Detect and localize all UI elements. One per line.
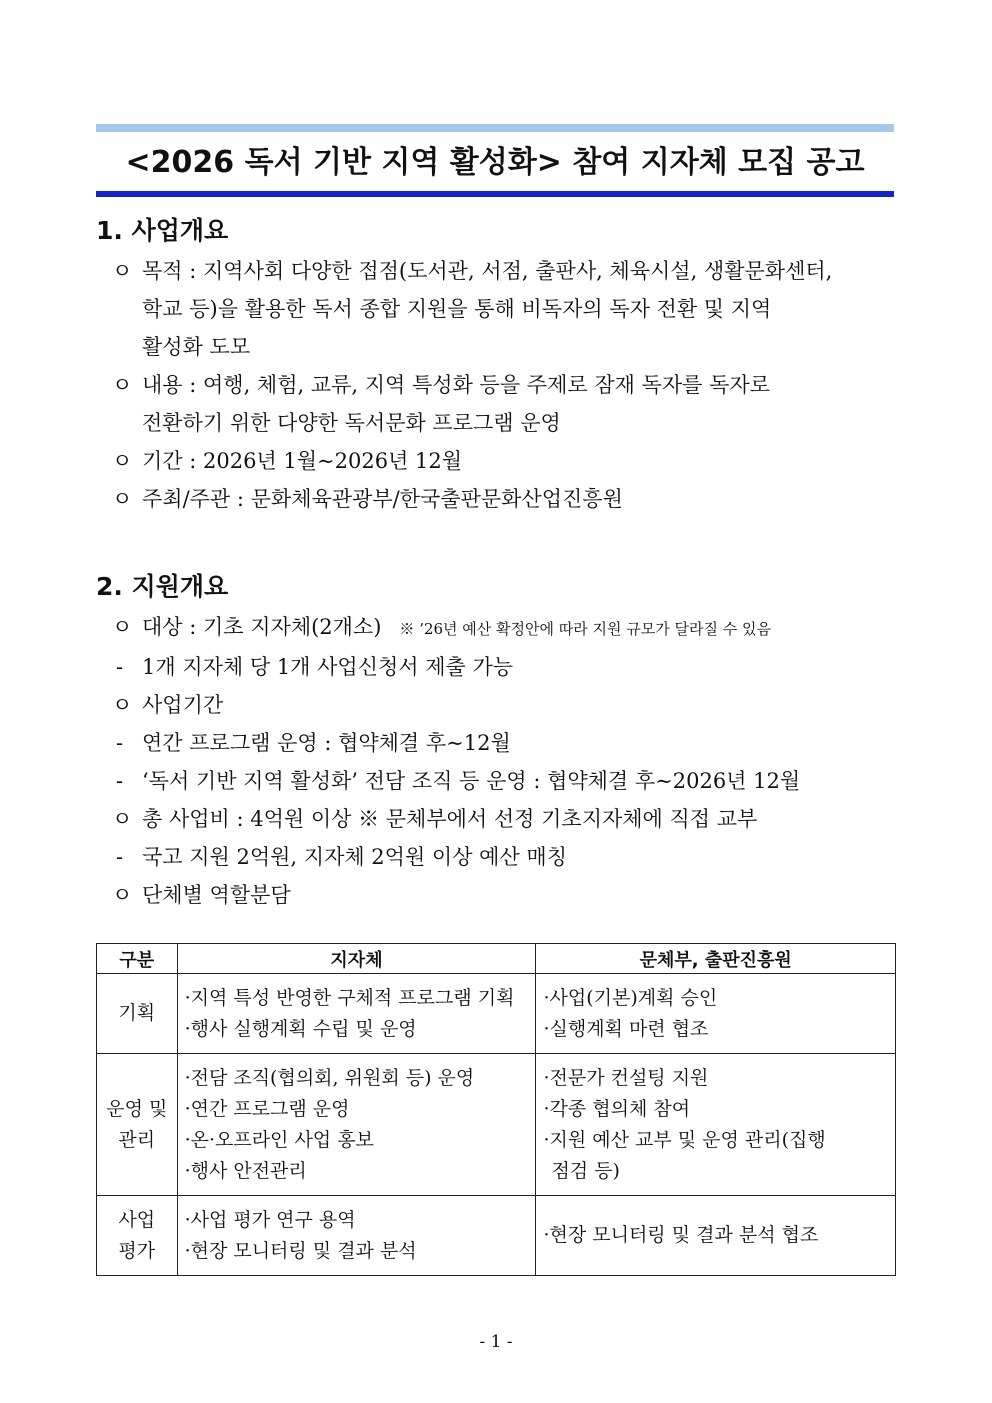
section-support [96,570,896,914]
cell-line: ·사업(기본)계획 승인 [543,986,718,1009]
cell-line: 점검 등) [551,1159,620,1182]
bullet: ㅇ [112,693,133,717]
dash: - [116,655,124,679]
cell-line: ·연간 프로그램 운영 [184,1097,350,1120]
sub-item-text: 연간 프로그램 운영 : 협약체결 후∼12월 [142,731,511,755]
cell-line: ·온·오프라인 사업 홍보 [184,1128,374,1151]
row-category [97,1054,178,1196]
title-top-bar [96,124,894,132]
sub-item [96,648,896,686]
local-gov-cell [177,1054,536,1196]
cell-line: ·전문가 컨설팅 지원 [543,1066,709,1089]
bullet: ㅇ [112,259,133,283]
item-line: 총 사업비 : 4억원 이상 ※ 문체부에서 선정 기초지자체에 직접 교부 [142,807,758,831]
list-item-period [96,442,896,480]
item-line: 학교 등)을 활용한 독서 종합 지원을 통해 비독자의 독자 전환 및 지역 [142,297,772,321]
sub-item [96,838,896,876]
row-category [97,974,178,1054]
dash: - [116,845,124,869]
bullet: ㅇ [112,807,133,831]
list-item-budget [96,800,896,838]
roles-table [96,943,896,1276]
ministry-cell [536,974,896,1054]
column-header: 구분 [97,944,178,974]
table-row [97,1054,896,1196]
cell-line: ·현장 모니터링 및 결과 분석 [184,1239,417,1262]
local-gov-cell [177,1196,536,1276]
bullet: ㅇ [112,615,133,639]
cell-line: ·각종 협의체 참여 [543,1097,691,1120]
row-category [97,1196,178,1276]
item-line: 사업기간 [142,693,224,717]
cell-line: ·행사 안전관리 [184,1159,307,1182]
table-row [97,1196,896,1276]
bullet: ㅇ [112,883,133,907]
category-line: 관리 [118,1128,156,1151]
section-overview [96,214,896,518]
item-line: 전환하기 위한 다양한 독서문화 프로그램 운영 [142,411,561,435]
column-header: 지자체 [177,944,536,974]
title-bottom-bar [96,191,894,197]
cell-line: ·실행계획 마련 협조 [543,1017,709,1040]
list-item-host [96,480,896,518]
cell-line: ·지원 예산 교부 및 운영 관리(집행 [543,1128,826,1151]
ministry-cell [536,1054,896,1196]
cell-line: ·전담 조직(협의회, 위원회 등) 운영 [184,1066,475,1089]
sub-item [96,762,896,800]
target-text: 대상 : 기초 지자체(2개소) [142,615,382,639]
list-item-project-period [96,686,896,724]
ministry-cell [536,1196,896,1276]
table-header-row [97,944,896,974]
cell-line: ·지역 특성 반영한 구체적 프로그램 기획 [184,986,515,1009]
category-line: 평가 [118,1239,156,1262]
sub-item [96,724,896,762]
category-line: 운영 및 [106,1097,168,1120]
dash: - [116,769,124,793]
item-line: 기간 : 2026년 1월∼2026년 12월 [142,449,463,473]
list-item-target [96,608,896,648]
list-item-content [96,366,896,442]
cell-line: ·사업 평가 연구 용역 [184,1208,356,1231]
bullet: ㅇ [112,373,133,397]
category-line: 사업 [118,1208,156,1231]
category-line: 기획 [118,1002,156,1024]
list-item-purpose [96,252,896,366]
sub-item-text: ‘독서 기반 지역 활성화’ 전담 조직 등 운영 : 협약체결 후∼2026년 12월 [142,769,801,793]
item-line: 단체별 역할분담 [142,883,291,907]
column-header: 문체부, 출판진흥원 [536,944,896,974]
page-title: <2026 독서 기반 지역 활성화> 참여 지자체 모집 공고 [125,145,865,180]
bullet: ㅇ [112,487,133,511]
bullet: ㅇ [112,449,133,473]
item-line: 주최/주관 : 문화체육관광부/한국출판문화산업진흥원 [142,487,623,511]
item-line: 목적 : 지역사회 다양한 접점(도서관, 서점, 출판사, 체육시설, 생활문화센터, [142,259,833,283]
title-block [96,124,894,197]
item-line: 활성화 도모 [142,335,251,359]
cell-line: ·현장 모니터링 및 결과 분석 협조 [543,1224,819,1246]
target-note: ※ ’26년 예산 확정안에 따라 지원 규모가 달라질 수 있음 [399,620,771,638]
sub-item-text: 1개 지자체 당 1개 사업신청서 제출 가능 [142,655,514,679]
item-line: 내용 : 여행, 체험, 교류, 지역 특성화 등을 주제로 잠재 독자를 독자로 [142,373,770,397]
local-gov-cell [177,974,536,1054]
dash: - [116,731,124,755]
table-row [97,974,896,1054]
sub-item-text: 국고 지원 2억원, 지자체 2억원 이상 예산 매칭 [142,845,567,869]
section-heading: 2. 지원개요 [96,572,229,601]
section-heading: 1. 사업개요 [96,216,229,245]
cell-line: ·행사 실행계획 수립 및 운영 [184,1017,417,1040]
page-number: - 1 - [479,1332,513,1352]
list-item-roles [96,876,896,914]
